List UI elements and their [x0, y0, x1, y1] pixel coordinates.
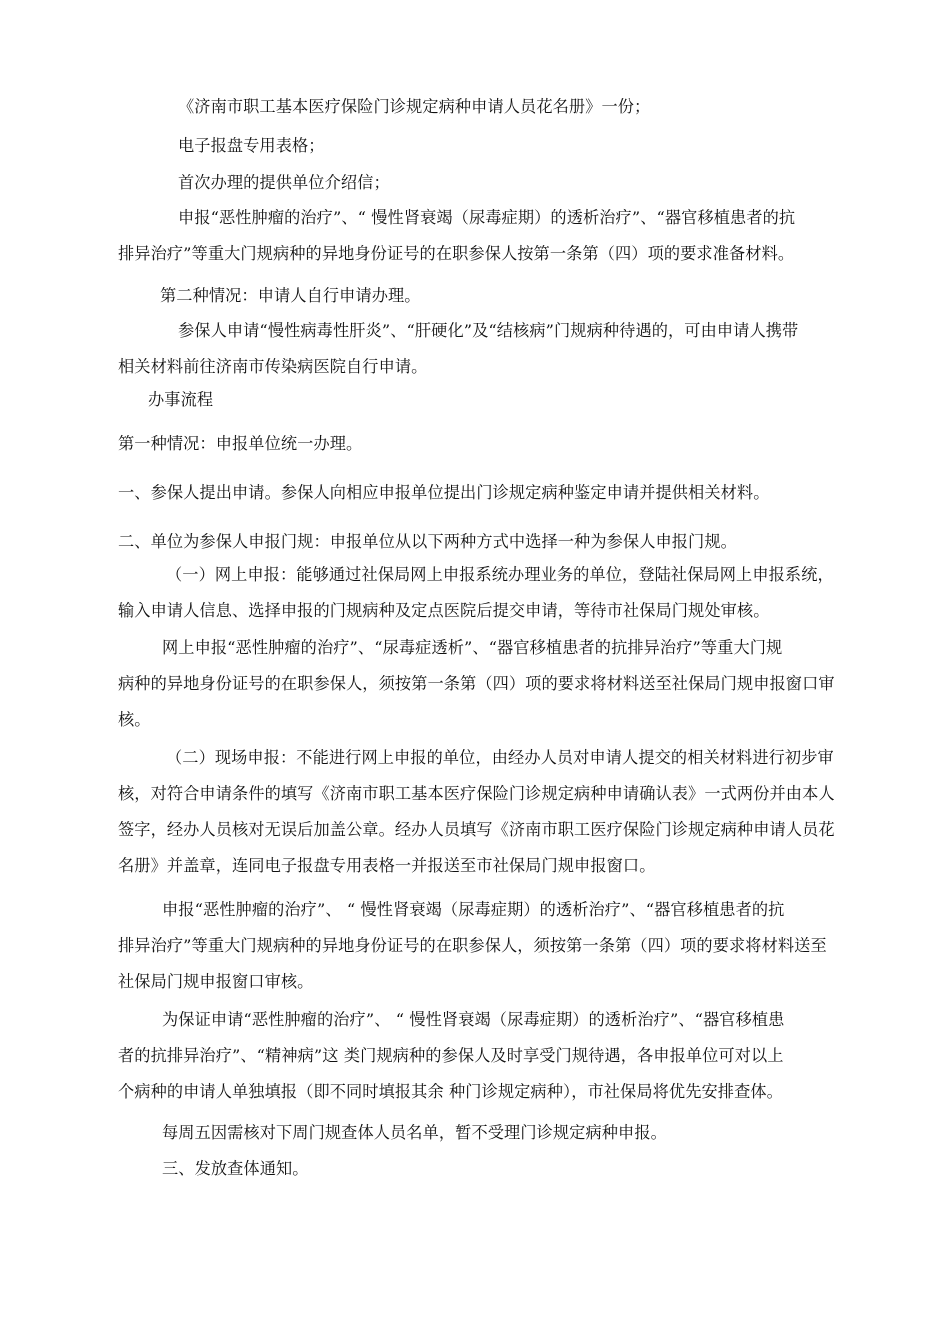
text-line: 病种的异地身份证号的在职参保人，须按第一条第（四）项的要求将材料送至社保局门规申报窗口审 [118, 674, 835, 693]
paragraph-priority-checkup [118, 1002, 853, 1110]
paragraph-friday-notice [118, 1115, 853, 1151]
paragraph-list-intro-letter [178, 165, 913, 201]
text-line: 输入申请人信息、选择申报的门规病种及定点医院后提交申请，等待市社保局门规处审核。 [118, 601, 770, 620]
heading-case-two [160, 278, 895, 314]
text-line: 电子报盘专用表格； [178, 136, 325, 155]
text-line: （一）网上申报：能够通过社保局网上申报系统办理业务的单位，登陆社保局网上申报系统， [166, 565, 834, 584]
text-line: 社保局门规申报窗口审核。 [118, 972, 314, 991]
text-line: 参保人申请“慢性病毒性肝炎”、“肝硬化”及“结核病”门规病种待遇的，可由申请人携带 [178, 321, 799, 340]
paragraph-list-electronic-form [178, 128, 913, 164]
text-line: 名册》并盖章，连同电子报盘专用表格一并报送至市社保局门规申报窗口。 [118, 856, 656, 875]
text-line: 签字，经办人员核对无误后加盖公章。经办人员填写《济南市职工医疗保险门诊规定病种申请人员花 [118, 820, 835, 839]
paragraph-onsite-application [118, 740, 853, 884]
text-line: 三、发放查体通知。 [162, 1159, 309, 1178]
text-line: 一、参保人提出申请。参保人向相应申报单位提出门诊规定病种鉴定申请并提供相关材料。 [118, 483, 770, 502]
paragraph-list-roster [178, 89, 913, 125]
text-line: 者的抗排异治疗”、“精神病”这 类门规病种的参保人及时享受门规待遇，各申报单位可对以上 [118, 1046, 784, 1065]
text-line: 《济南市职工基本医疗保险门诊规定病种申请人员花名册》一份； [178, 97, 651, 116]
text-line: 办事流程 [148, 390, 214, 409]
text-line: 第二种情况：申请人自行申请办理。 [160, 286, 421, 305]
text-line: 核，对符合申请条件的填写《济南市职工基本医疗保险门诊规定病种申请确认表》一式两份并由本人 [118, 784, 835, 803]
text-line: （二）现场申报：不能进行网上申报的单位，由经办人员对申请人提交的相关材料进行初步审 [166, 748, 834, 767]
text-line: 网上申报“恶性肿瘤的治疗”、“尿毒症透析”、“器官移植患者的抗排异治疗”等重大门规 [162, 638, 783, 657]
text-line: 核。 [118, 710, 151, 729]
paragraph-online-major-diseases [118, 630, 853, 738]
text-line: 排异治疗”等重大门规病种的异地身份证号的在职参保人按第一条第（四）项的要求准备材料。 [118, 244, 795, 263]
text-line: 相关材料前往济南市传染病医院自行申请。 [118, 357, 428, 376]
text-line: 每周五因需核对下周门规查体人员名单，暂不受理门诊规定病种申报。 [162, 1123, 667, 1142]
paragraph-self-application [118, 313, 853, 385]
text-line: 申报“恶性肿瘤的治疗”、“ 慢性肾衰竭（尿毒症期）的透析治疗”、“器官移植患者的抗 [178, 208, 796, 227]
text-line: 二、单位为参保人申报门规：申报单位从以下两种方式中选择一种为参保人申报门规。 [118, 532, 737, 551]
step-one [118, 475, 853, 511]
text-line: 首次办理的提供单位介绍信； [178, 173, 390, 192]
heading-process [148, 382, 883, 418]
text-line: 为保证申请“恶性肿瘤的治疗”、 “ 慢性肾衰竭（尿毒症期）的透析治疗”、“器官移植患 [162, 1010, 785, 1029]
text-line: 申报“恶性肿瘤的治疗”、 “ 慢性肾衰竭（尿毒症期）的透析治疗”、“器官移植患者的抗 [162, 900, 785, 919]
step-two [118, 524, 853, 560]
step-three [118, 1151, 853, 1187]
text-line: 排异治疗”等重大门规病种的异地身份证号的在职参保人，须按第一条第（四）项的要求将材料送至 [118, 936, 827, 955]
paragraph-online-application [118, 557, 853, 629]
text-line: 第一种情况：申报单位统一办理。 [118, 434, 363, 453]
heading-case-one [118, 426, 853, 462]
paragraph-remote-insured-materials [118, 200, 853, 272]
paragraph-onsite-major-diseases [118, 892, 853, 1000]
text-line: 个病种的申请人单独填报（即不同时填报其余 种门诊规定病种），市社保局将优先安排查体。 [118, 1082, 783, 1101]
